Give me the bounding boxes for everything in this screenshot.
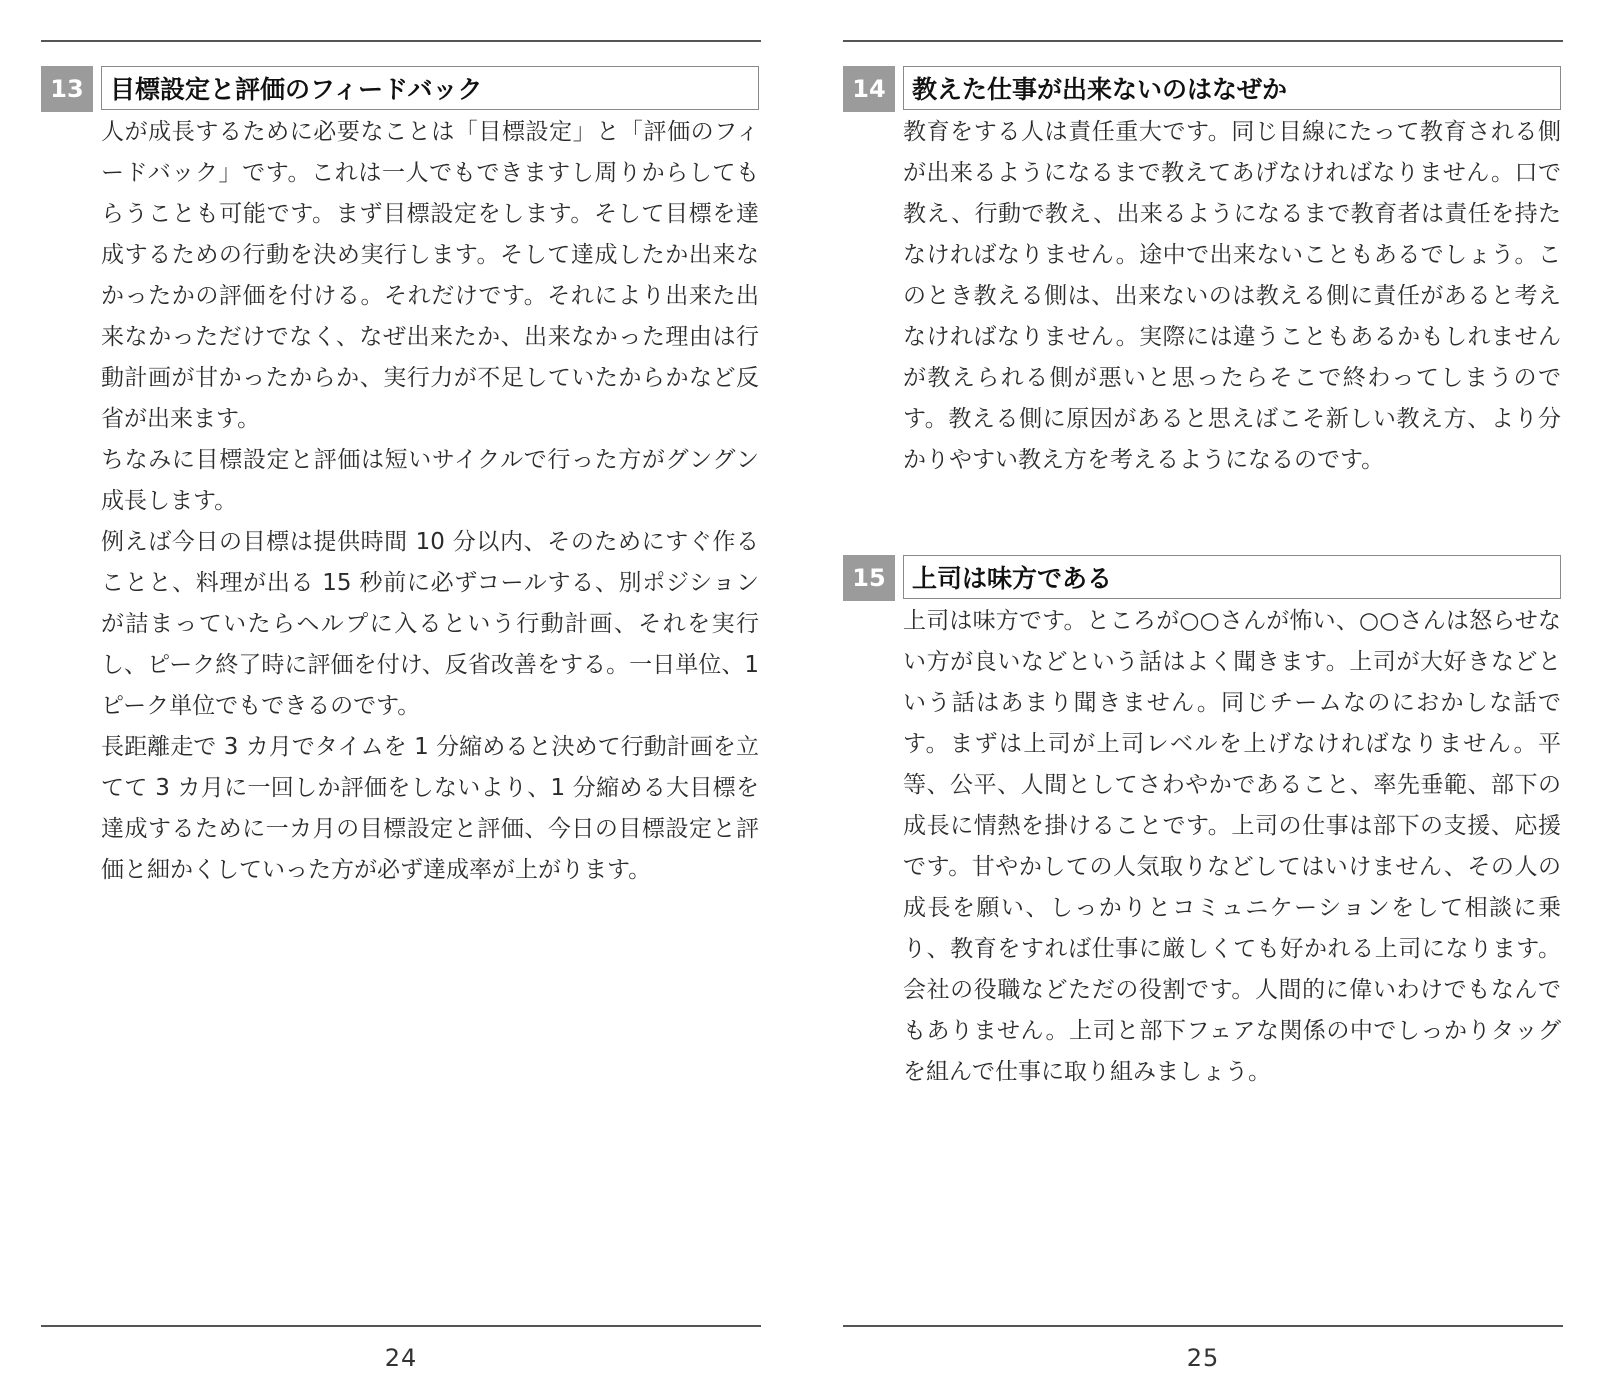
paragraph: 人が成長するために必要なことは「目標設定」と「評価のフィードバック」です。これは一人でもできますし周りからしてもらうことも可能です。まず目標設定をします。そして目標を達成するための行動を決め実行します。そして達成したか出来なかったかの評価を付ける。それだけです。それにより出来た出来なかっただけでなく、なぜ出来たか、出来なかった理由は行動計画が甘かったからか、実行力が不足していたからかなど反省が出来ます。	[101, 119, 759, 432]
section-number-badge: 15	[843, 555, 895, 601]
section-13	[41, 66, 761, 891]
section-body	[903, 112, 1561, 481]
paragraph: 長距離走で 3 カ月でタイムを 1 分縮めると決めて行動計画を立てて 3 カ月に一回しか評価をしないより、1 分縮める大目標を達成するために一カ月の目標設定と評価、今日の目標設定と評価と細かくしていった方が必ず達成率が上がります。	[101, 734, 759, 883]
page-number: 24	[384, 1344, 418, 1372]
left-page	[41, 0, 761, 1400]
section-title: 目標設定と評価のフィードバック	[101, 66, 759, 110]
section-14	[843, 66, 1563, 481]
paragraph: 上司は味方です。ところが○○さんが怖い、○○さんは怒らせない方が良いなどという話はよく聞きます。上司が大好きなどという話はあまり聞きません。同じチームなのにおかしな話です。まずは上司が上司レベルを上げなければなりません。平等、公平、人間としてさわやかであること、率先垂範、部下の成長に情熱を掛けることです。上司の仕事は部下の支援、応援です。甘やかしての人気取りなどしてはいけません、その人の成長を願い、しっかりとコミュニケーションをして相談に乗り、教育をすれば仕事に厳しくても好かれる上司になります。会社の役職などただの役割です。人間的に偉いわけでもなんでもありません。上司と部下フェアな関係の中でしっかりタッグを組んで仕事に取り組みましょう。	[903, 608, 1561, 1085]
section-title: 上司は味方である	[903, 555, 1561, 599]
top-rule	[843, 40, 1563, 42]
top-rule	[41, 40, 761, 42]
section-body	[101, 112, 759, 891]
section-heading	[843, 66, 1563, 112]
paragraph: 教育をする人は責任重大です。同じ目線にたって教育される側が出来るようになるまで教えてあげなければなりません。口で教え、行動で教え、出来るようになるまで教育者は責任を持たなければなりません。途中で出来ないこともあるでしょう。このとき教える側は、出来ないのは教える側に責任があると考えなければなりません。実際には違うこともあるかもしれませんが教えられる側が悪いと思ったらそこで終わってしまうのです。教える側に原因があると思えばこそ新しい教え方、より分かりやすい教え方を考えるようになるのです。	[903, 119, 1561, 473]
section-15	[843, 555, 1563, 1093]
section-title: 教えた仕事が出来ないのはなぜか	[903, 66, 1561, 110]
bottom-rule	[41, 1325, 761, 1327]
section-body	[903, 601, 1561, 1093]
section-number-badge: 13	[41, 66, 93, 112]
bottom-rule	[843, 1325, 1563, 1327]
paragraph: ちなみに目標設定と評価は短いサイクルで行った方がグングン成長します。	[101, 447, 759, 514]
paragraph: 例えば今日の目標は提供時間 10 分以内、そのためにすぐ作ることと、料理が出る 15 秒前に必ずコールする、別ポジションが詰まっていたらヘルプに入るという行動計画、それを実行し、ピーク終了時に評価を付け、反省改善をする。一日単位、1 ピーク単位でもできるのです。	[101, 529, 759, 719]
page-number: 25	[1186, 1344, 1220, 1372]
section-heading	[843, 555, 1563, 601]
section-heading	[41, 66, 761, 112]
section-number-badge: 14	[843, 66, 895, 112]
right-page	[843, 0, 1563, 1400]
